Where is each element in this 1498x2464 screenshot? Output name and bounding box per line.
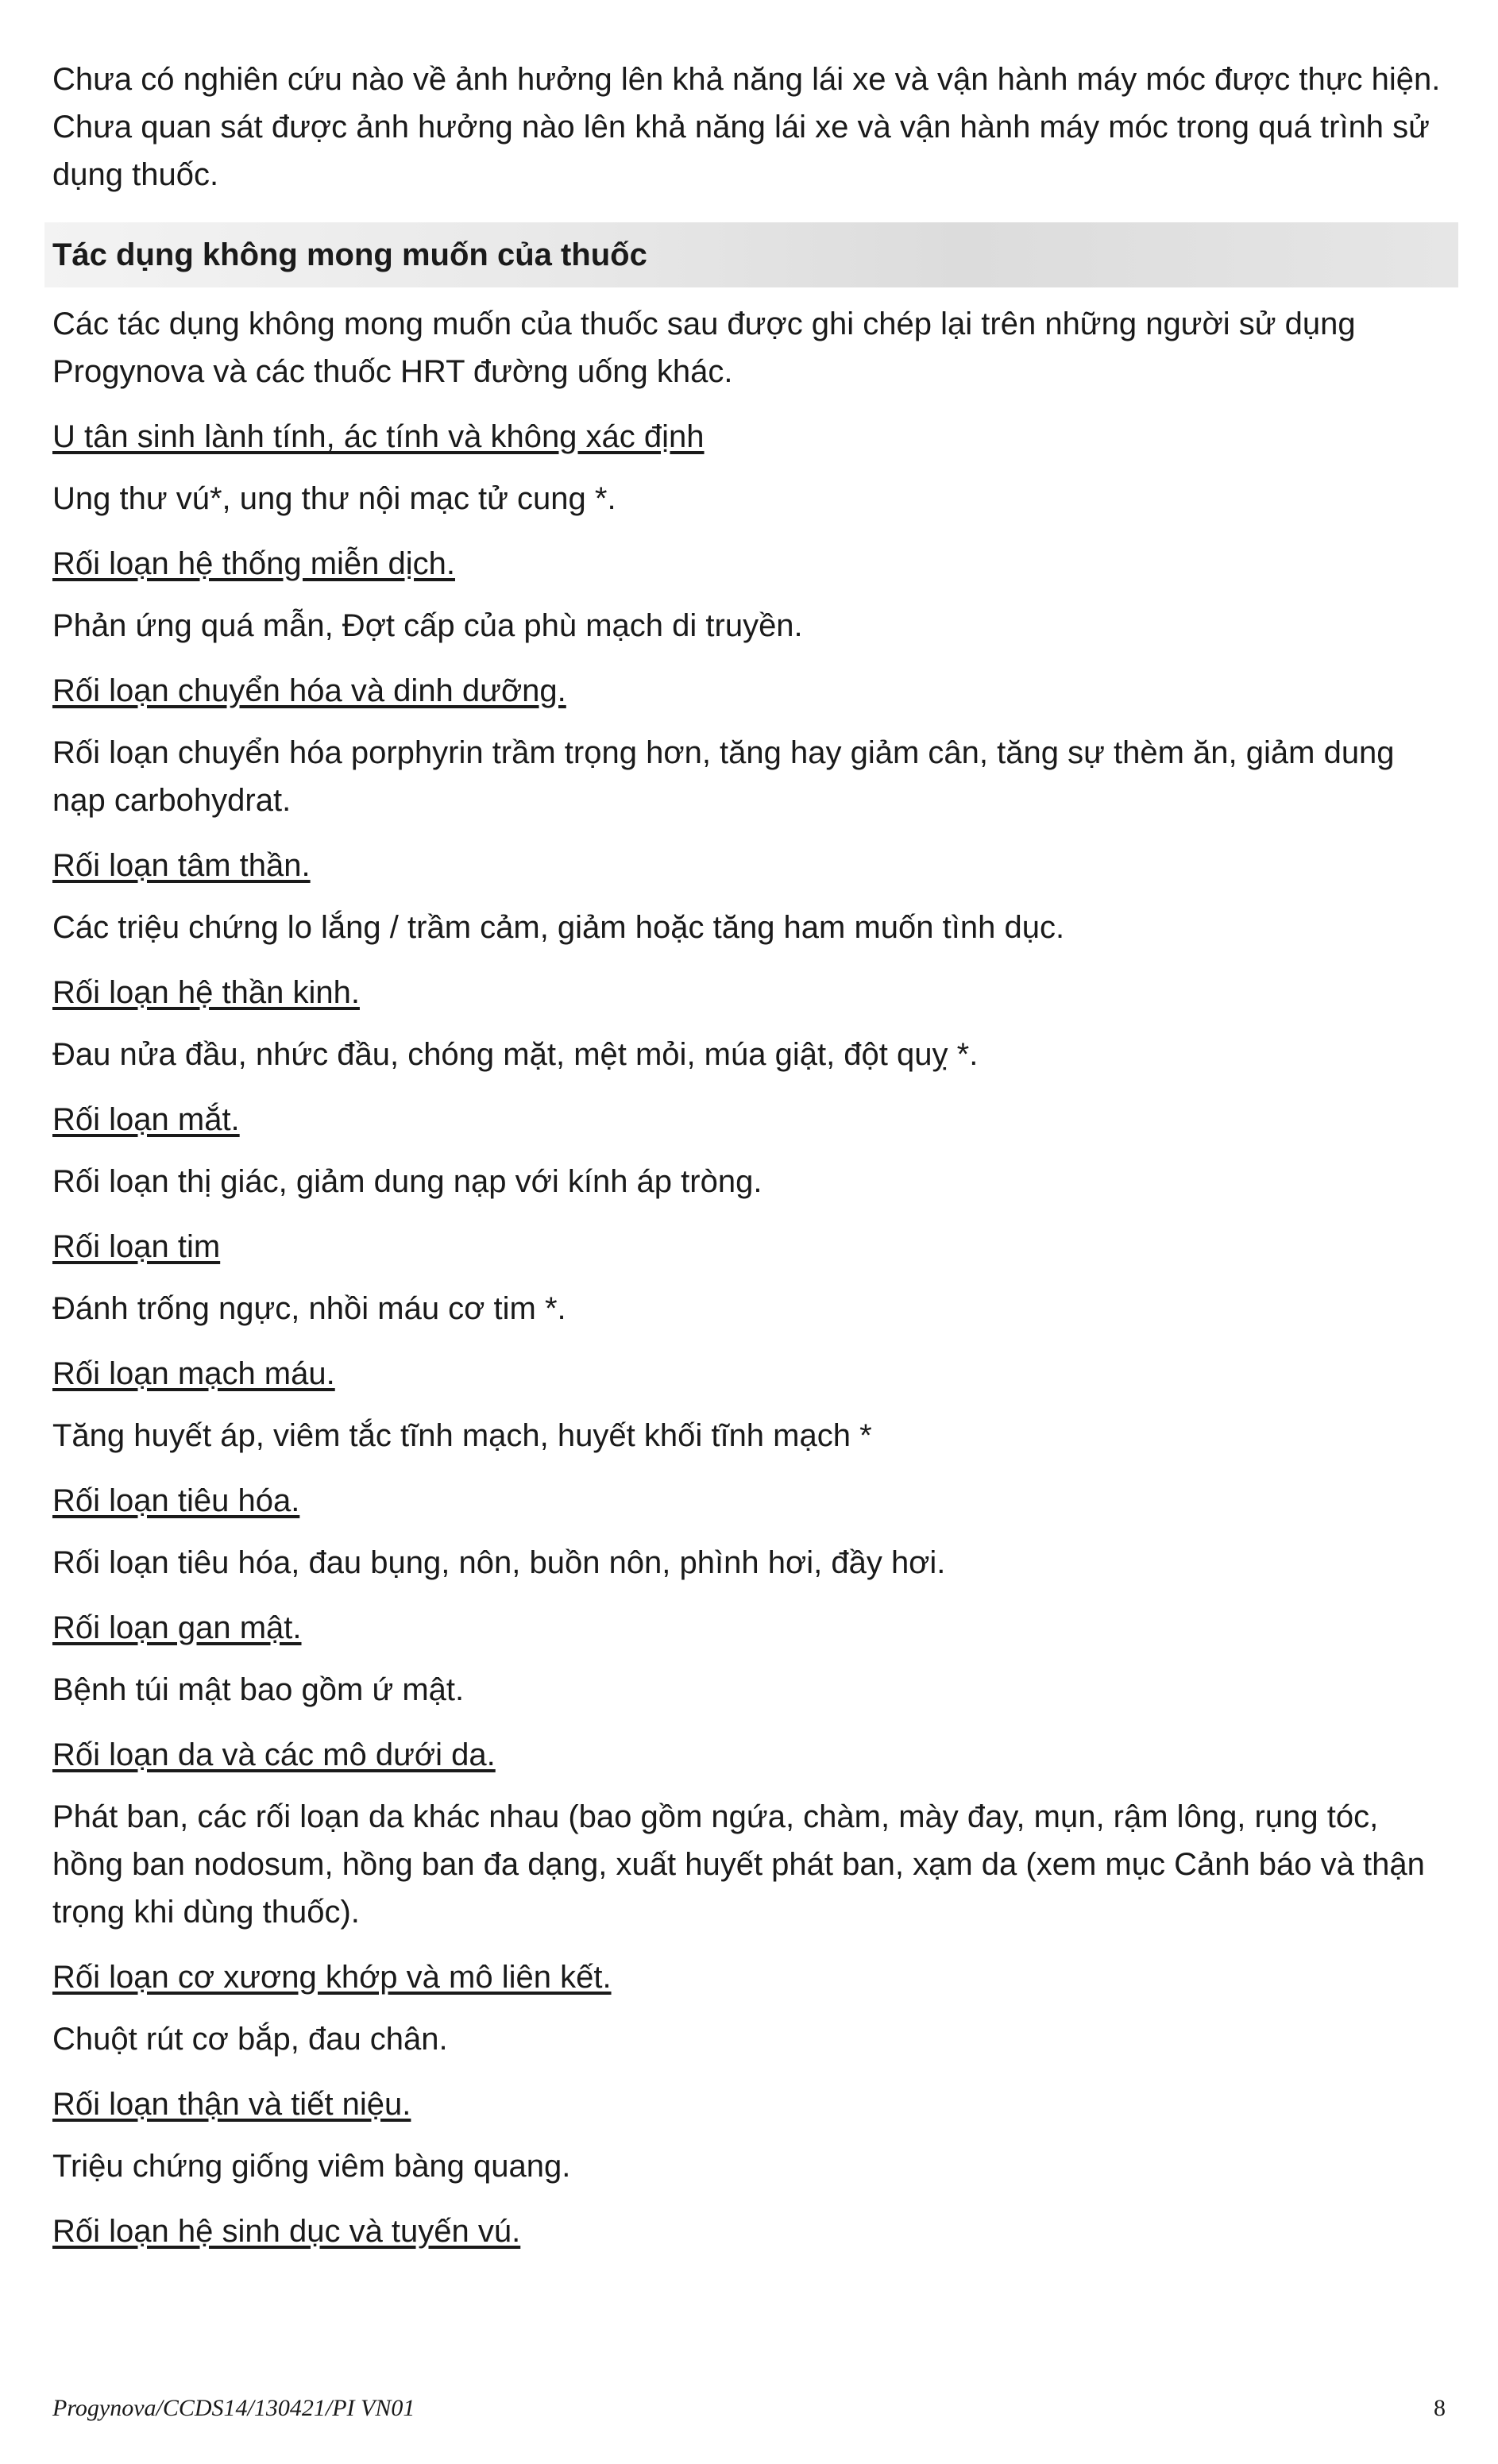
effect-section	[52, 1350, 1450, 1460]
effect-section	[52, 2208, 1450, 2255]
effect-category-title: Rối loạn tâm thần.	[52, 848, 311, 883]
adverse-effects-list	[52, 413, 1450, 2255]
effect-section	[52, 1096, 1450, 1205]
effect-section	[52, 1477, 1450, 1587]
effect-description: Rối loạn chuyển hóa porphyrin trầm trọng hơn, tăng hay giảm cân, tăng sự thèm ăn, giảm dung nạp carbohydrat.	[52, 735, 1395, 818]
effect-description: Bệnh túi mật bao gồm ứ mật.	[52, 1672, 465, 1707]
effect-description: Đau nửa đầu, nhức đầu, chóng mặt, mệt mỏi, múa giật, đột quỵ *.	[52, 1037, 979, 1072]
effect-description: Các triệu chứng lo lắng / trầm cảm, giảm hoặc tăng ham muốn tình dục.	[52, 910, 1065, 945]
section-heading-banner	[44, 222, 1458, 287]
effect-description: Rối loạn thị giác, giảm dung nạp với kính áp tròng.	[52, 1164, 763, 1199]
effect-section	[52, 413, 1450, 522]
effect-description: Ung thư vú*, ung thư nội mạc tử cung *.	[52, 481, 616, 516]
effect-category-title: Rối loạn da và các mô dưới da.	[52, 1737, 496, 1772]
page-number: 8	[1434, 2395, 1446, 2421]
effect-description: Tăng huyết áp, viêm tắc tĩnh mạch, huyết khối tĩnh mạch *	[52, 1418, 872, 1453]
effect-section	[52, 1953, 1450, 2063]
effect-description: Chuột rút cơ bắp, đau chân.	[52, 2022, 448, 2057]
effect-section	[52, 1731, 1450, 1936]
effect-category-title: Rối loạn tim	[52, 1229, 221, 1264]
effect-section	[52, 969, 1450, 1078]
effect-section	[52, 1223, 1450, 1332]
lead-paragraph: Các tác dụng không mong muốn của thuốc sau được ghi chép lại trên những người sử dụng Progynova và các thuốc HRT đường uống khác.	[52, 307, 1356, 389]
effect-category-title: Rối loạn thận và tiết niệu.	[52, 2087, 411, 2122]
effect-section	[52, 540, 1450, 650]
effect-category-title: Rối loạn chuyển hóa và dinh dưỡng.	[52, 673, 566, 708]
effect-section	[52, 2080, 1450, 2190]
document-page	[52, 56, 1450, 2273]
effect-category-title: Rối loạn mắt.	[52, 1102, 240, 1137]
effect-category-title: Rối loạn hệ thống miễn dịch.	[52, 546, 455, 581]
effect-description: Triệu chứng giống viêm bàng quang.	[52, 2149, 571, 2184]
document-code: Progynova/CCDS14/130421/PI VN01	[52, 2395, 415, 2421]
effect-description: Phát ban, các rối loạn da khác nhau (bao gồm ngứa, chàm, mày đay, mụn, rậm lông, rụng tóc, hồng ban nodosum, hồng ban đa dạng, xuất huyết phát ban, xạm da (xem mục Cảnh báo và thận trọng khi dùng thuốc).	[52, 1799, 1425, 1930]
effect-description: Đánh trống ngực, nhồi máu cơ tim *.	[52, 1291, 566, 1326]
effect-section	[52, 842, 1450, 951]
effect-section	[52, 1604, 1450, 1714]
section-heading: Tác dụng không mong muốn của thuốc	[52, 237, 647, 272]
effect-category-title: U tân sinh lành tính, ác tính và không xác định	[52, 419, 705, 454]
effect-category-title: Rối loạn gan mật.	[52, 1610, 302, 1645]
page-footer	[52, 2395, 1446, 2422]
effect-category-title: Rối loạn cơ xương khớp và mô liên kết.	[52, 1960, 612, 1995]
effect-category-title: Rối loạn hệ sinh dục và tuyến vú.	[52, 2214, 521, 2249]
intro-paragraph: Chưa có nghiên cứu nào về ảnh hưởng lên khả năng lái xe và vận hành máy móc được thực hiện. Chưa quan sát được ảnh hưởng nào lên khả năng lái xe và vận hành máy móc trong quá trình sử dụng thuốc.	[52, 62, 1441, 192]
effect-category-title: Rối loạn hệ thần kinh.	[52, 975, 360, 1010]
effect-category-title: Rối loạn mạch máu.	[52, 1356, 335, 1391]
effect-description: Phản ứng quá mẫn, Đợt cấp của phù mạch di truyền.	[52, 608, 803, 643]
effect-description: Rối loạn tiêu hóa, đau bụng, nôn, buồn nôn, phình hơi, đầy hơi.	[52, 1545, 946, 1580]
effect-section	[52, 667, 1450, 824]
effect-category-title: Rối loạn tiêu hóa.	[52, 1483, 300, 1518]
